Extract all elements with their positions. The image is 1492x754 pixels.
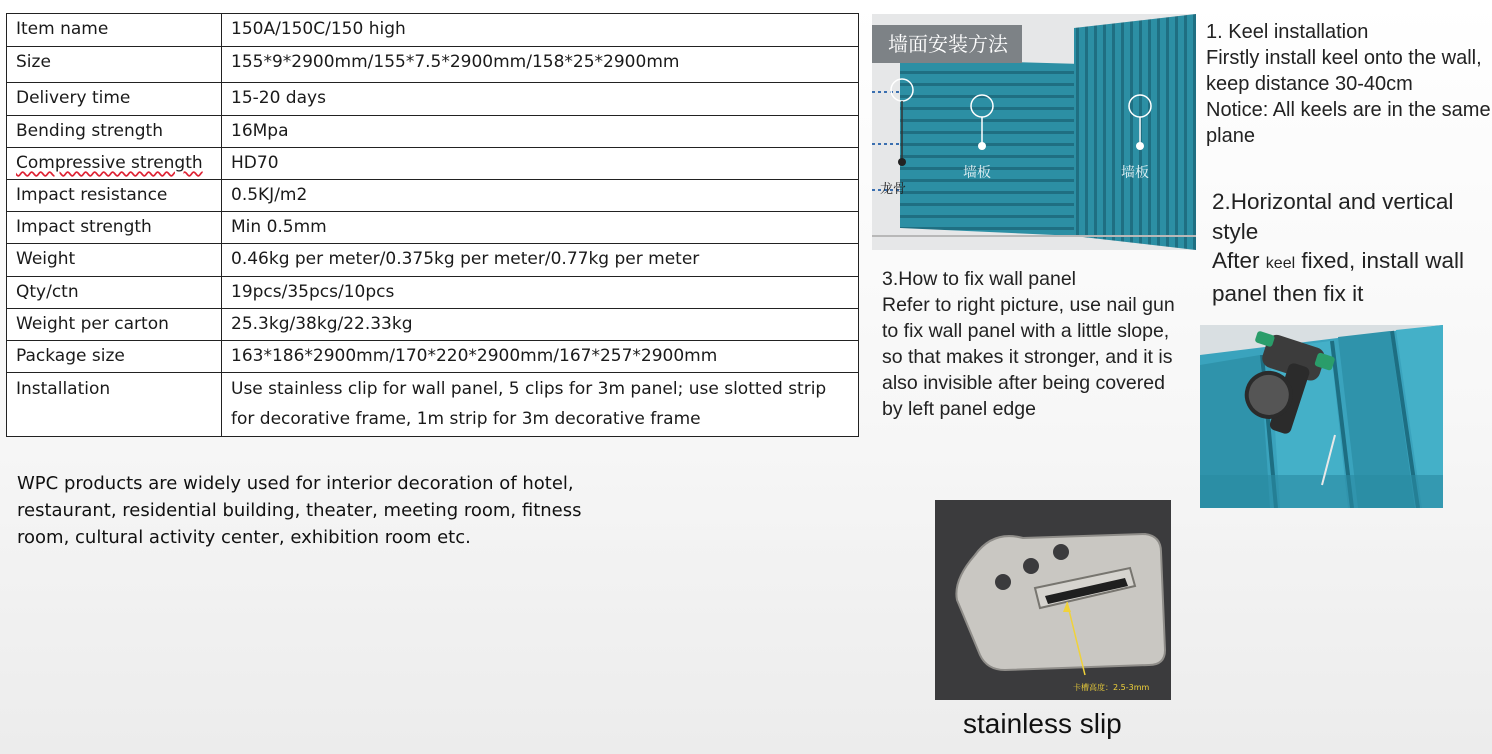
- spec-value: 0.5KJ/m2: [222, 180, 859, 212]
- spec-label: [7, 148, 222, 180]
- spec-row: [7, 116, 859, 148]
- spec-label: Item name: [7, 14, 222, 47]
- nail-gun-image: [1200, 325, 1443, 508]
- spec-row: [7, 244, 859, 277]
- spec-label: Impact resistance: [7, 180, 222, 212]
- spec-value: 150A/150C/150 high: [222, 14, 859, 47]
- clip-measurement: 卡槽高度：2.5-3mm: [1073, 683, 1150, 692]
- panel-label-2: 墙板: [1121, 165, 1149, 181]
- spec-row: [7, 341, 859, 373]
- spec-value: 25.3kg/38kg/22.33kg: [222, 309, 859, 341]
- spec-label: Qty/ctn: [7, 277, 222, 309]
- spec-row: [7, 373, 859, 437]
- step2-heading: 2.Horizontal and vertical style: [1212, 189, 1454, 244]
- wall-installation-image: [872, 14, 1196, 250]
- step2-horizontal-vertical: [1212, 187, 1487, 308]
- spec-label: Size: [7, 47, 222, 83]
- spec-row: [7, 212, 859, 244]
- spec-value: Min 0.5mm: [222, 212, 859, 244]
- step1-notice: Notice: All keels are in the same plane: [1206, 99, 1491, 147]
- keel-label: 龙骨: [880, 182, 907, 197]
- nail-gun-illustration: [1200, 325, 1443, 508]
- spec-value: 19pcs/35pcs/10pcs: [222, 277, 859, 309]
- spec-value: 155*9*2900mm/155*7.5*2900mm/158*25*2900mm: [222, 47, 859, 83]
- description: WPC products are widely used for interior decoration of hotel, restaurant, residential building, theater, meeting room, fitness room, cultural activity center, exhibition room etc.: [17, 473, 582, 548]
- spec-row: [7, 14, 859, 47]
- spec-value: 163*186*2900mm/170*220*2900mm/167*257*2900mm: [222, 341, 859, 373]
- step1-text: Firstly install keel onto the wall, keep distance 30-40cm: [1206, 47, 1482, 95]
- spec-label: Delivery time: [7, 83, 222, 116]
- stainless-clip-image: [935, 500, 1171, 700]
- spec-row: [7, 83, 859, 116]
- spec-label: Bending strength: [7, 116, 222, 148]
- step1-heading: 1. Keel installation: [1206, 21, 1369, 43]
- spec-row: [7, 309, 859, 341]
- spec-value: 15-20 days: [222, 83, 859, 116]
- step3-text: Refer to right picture, use nail gun to fix wall panel with a little slope, so that makes it stronger, and it is also invisible after being covered by left panel edge: [882, 294, 1175, 420]
- step1-keel-installation: [1206, 19, 1491, 149]
- spec-table: [6, 13, 859, 437]
- spell-check-underline: Compressive strength: [16, 153, 203, 173]
- clip-caption: stainless slip: [963, 708, 1122, 739]
- spec-label: Weight: [7, 244, 222, 277]
- step2-keel-word: keel: [1265, 255, 1296, 272]
- spec-row: [7, 277, 859, 309]
- step2-text-a: After: [1212, 248, 1260, 273]
- spec-label: Impact strength: [7, 212, 222, 244]
- spec-row: [7, 47, 859, 83]
- spec-row: [7, 180, 859, 212]
- spec-value: 16Mpa: [222, 116, 859, 148]
- wall-image-title: 墙面安装方法: [872, 25, 1022, 63]
- spec-label: Installation: [7, 373, 222, 437]
- spec-value: HD70: [222, 148, 859, 180]
- clip-illustration: [935, 500, 1171, 700]
- panel-label-1: 墙板: [963, 165, 991, 181]
- spec-value: 0.46kg per meter/0.375kg per meter/0.77kg per meter: [222, 244, 859, 277]
- step3-heading: 3.How to fix wall panel: [882, 268, 1077, 290]
- spec-value: Use stainless clip for wall panel, 5 clips for 3m panel; use slotted strip for decorative frame, 1m strip for 3m decorative frame: [222, 373, 859, 437]
- step2-text: [1212, 246, 1487, 308]
- step2-text-b: fixed, install wall panel then fix it: [1212, 248, 1464, 306]
- spec-label: Weight per carton: [7, 309, 222, 341]
- step3-fix-wall-panel: [882, 266, 1182, 422]
- spec-label: Package size: [7, 341, 222, 373]
- spec-row: [7, 148, 859, 180]
